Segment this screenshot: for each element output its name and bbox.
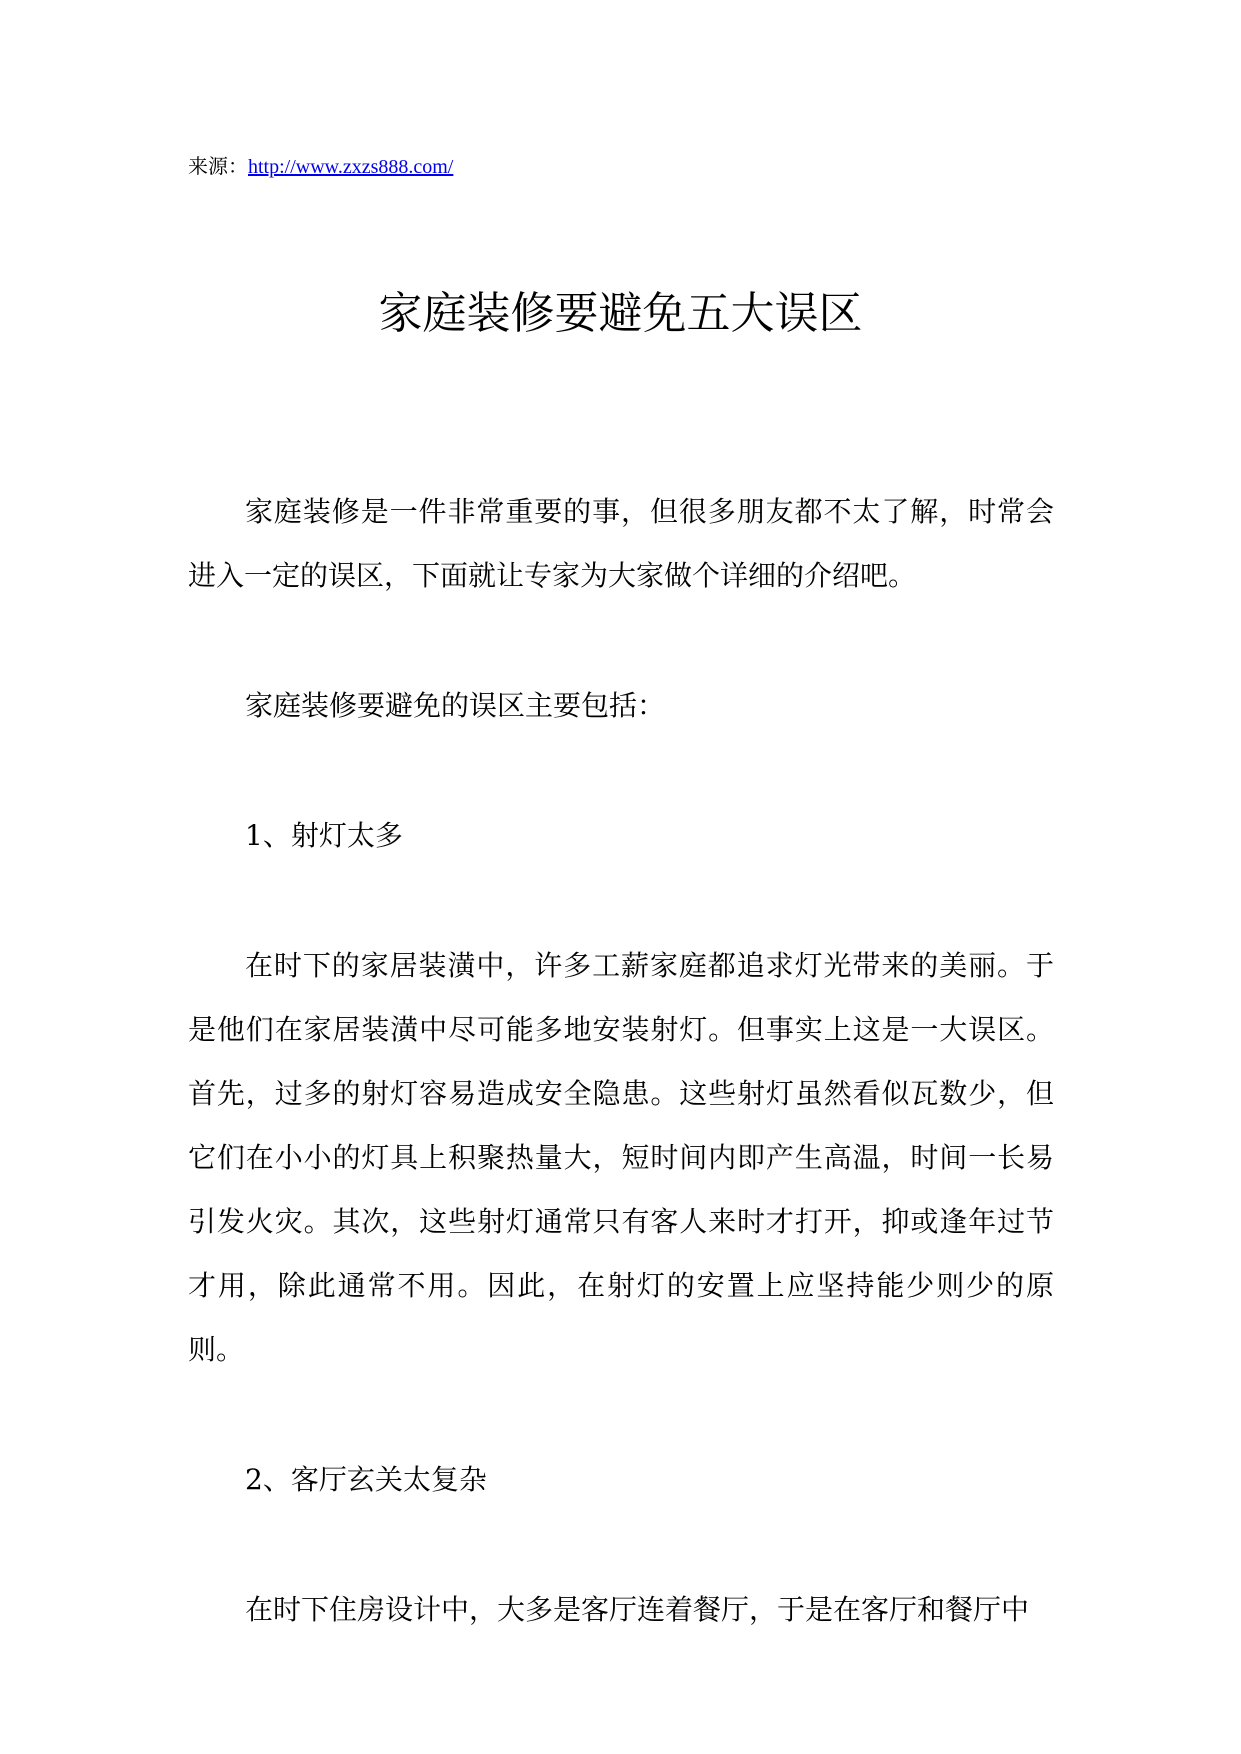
section-2-paragraph: 在时下住房设计中，大多是客厅连着餐厅，于是在客厅和餐厅中 — [245, 1593, 1030, 1626]
section-heading-2: 2、客厅玄关太复杂 — [245, 1463, 487, 1496]
section-heading-1: 1、射灯太多 — [245, 819, 403, 852]
source-line — [188, 152, 453, 181]
section-1-paragraph: 在时下的家居装潢中，许多工薪家庭都追求灯光带来的美丽。于是他们在家居装潢中尽可能多地安装射灯。但事实上这是一大误区。首先，过多的射灯容易造成安全隐患。这些射灯虽然看似瓦数少，但它们在小小的灯具上积聚热量大，短时间内即产生高温，时间一长易引发火灾。其次，这些射灯通常只有客人来时才打开，抑或逢年过节才用，除此通常不用。因此，在射灯的安置上应坚持能少则少的原则。 — [188, 949, 1054, 1366]
page-title: 家庭装修要避免五大误区 — [378, 288, 863, 339]
source-link[interactable]: http://www.zxzs888.com/ — [248, 156, 454, 178]
list-intro-paragraph: 家庭装修要避免的误区主要包括： — [245, 689, 666, 722]
source-label: 来源： — [188, 154, 248, 178]
article-body — [188, 480, 1054, 1642]
intro-paragraph: 家庭装修是一件非常重要的事，但很多朋友都不太了解，时常会进入一定的误区，下面就让专家为大家做个详细的介绍吧。 — [188, 495, 1054, 592]
